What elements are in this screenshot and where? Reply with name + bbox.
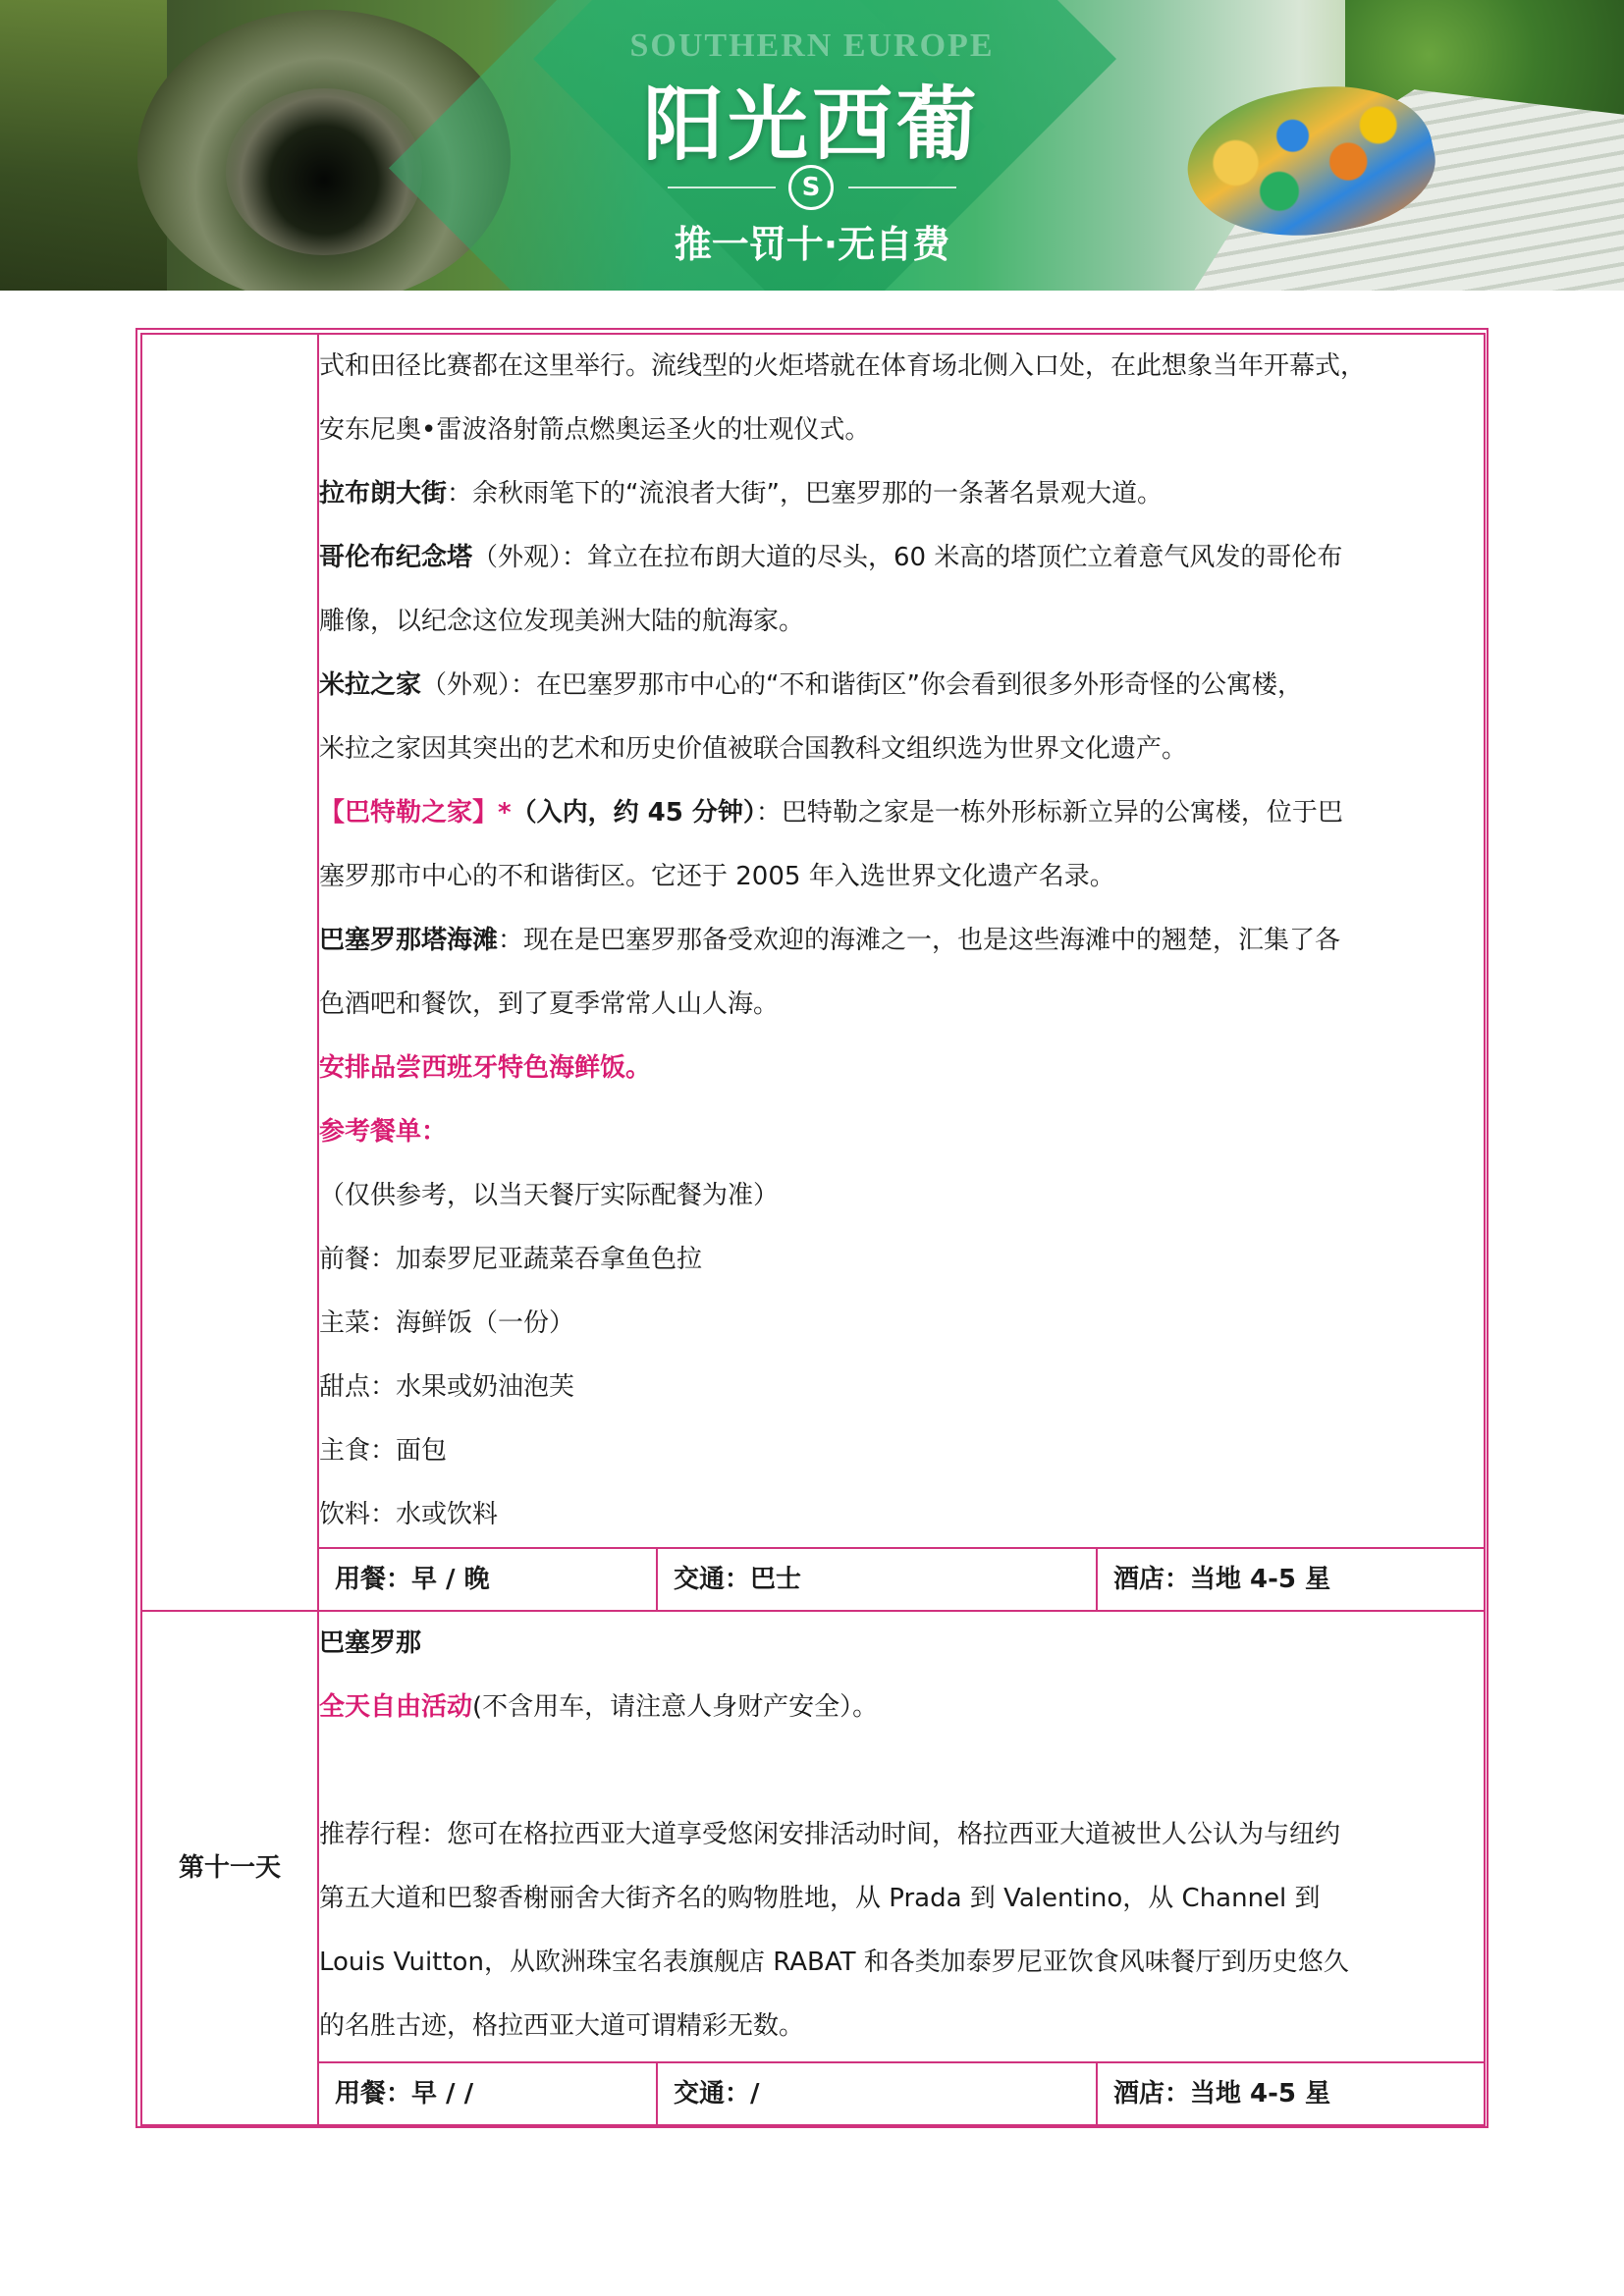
menu-item-drink: 饮料：水或饮料 [319,1500,499,1529]
batllo-text-2: 塞罗那市中心的不和谐街区。它还于 2005 年入选世界文化遗产名录。 [319,862,1115,891]
banner-title: 阳光西葡 [642,78,981,172]
day11-content [318,1611,1485,2062]
banner-slogan: 推一罚十·无自费 [674,223,950,266]
free-activity-text: (不含用车，请注意人身财产安全）。 [472,1692,879,1722]
columbus-title: 哥伦布纪念塔 [319,543,473,572]
menu-item-staple: 主食：面包 [319,1436,448,1466]
rambla-title: 拉布朗大街 [319,479,448,508]
mila-paragraph [319,654,1484,718]
free-activity-title: 全天自由活动 [319,1692,473,1722]
paella-highlight: 安排品尝西班牙特色海鲜饭。 [319,1053,652,1083]
beach-text-2: 色酒吧和餐饮，到了夏季常常人山人海。 [319,989,780,1019]
recommend-line-3: Louis Vuitton，从欧洲珠宝名表旗舰店 RABAT 和各类加泰罗尼亚饮食风味餐厅到历史悠久 [319,1948,1349,1977]
day11-label-cell [141,1611,318,2125]
rambla-text: ：余秋雨笔下的“流浪者大街”，巴塞罗那的一条著名景观大道。 [447,479,1163,508]
beach-paragraph [319,909,1484,973]
day11-content-row [141,1611,1485,2062]
brand-logo-icon: S [788,165,834,210]
rambla-paragraph [319,462,1484,526]
batllo-title: 【巴特勒之家】* [319,798,512,828]
batllo-paragraph [319,781,1484,845]
free-activity-paragraph [319,1676,1484,1739]
columbus-text: （外观）：耸立在拉布朗大道的尽头，60 米高的塔顶伫立着意气风发的哥伦布 [472,543,1343,572]
beach-title: 巴塞罗那塔海滩 [319,926,499,955]
menu-item-starter: 前餐：加泰罗尼亚蔬菜吞拿鱼色拉 [319,1245,703,1274]
day11-label: 第十一天 [178,1852,281,1883]
itinerary-table [140,333,1486,2126]
banner-divider-left [668,187,776,188]
mila-text: （外观）：在巴塞罗那市中心的“不和谐街区”你会看到很多外形奇怪的公寓楼， [421,670,1303,700]
columbus-paragraph [319,526,1484,590]
day10-meals: 用餐：早 / 晚 [318,1548,657,1611]
spacer [319,1739,1484,1803]
day10-hotel: 酒店：当地 4-5 星 [1097,1548,1485,1611]
batllo-duration: （入内，约 45 分钟） [511,798,756,828]
day10-info-row [141,1548,1485,1611]
day10-transport: 交通：巴士 [657,1548,1097,1611]
columbus-text-2: 雕像，以纪念这位发现美洲大陆的航海家。 [319,607,805,636]
banner-divider-right [848,187,956,188]
mila-title: 米拉之家 [319,670,422,700]
mila-text-2: 米拉之家因其突出的艺术和历史价值被联合国教科文组织选为世界文化遗产。 [319,734,1188,764]
recommend-line-4: 的名胜古迹，格拉西亚大道可谓精彩无数。 [319,2011,805,2041]
banner-subtitle: SOUTHERN EUROPE [629,27,995,64]
day11-transport: 交通：/ [657,2062,1097,2125]
menu-note: （仅供参考，以当天餐厅实际配餐为准） [319,1181,780,1210]
day11-meals: 用餐：早 / / [318,2062,657,2125]
day11-hotel: 酒店：当地 4-5 星 [1097,2062,1485,2125]
menu-item-dessert: 甜点：水果或奶油泡芙 [319,1372,575,1402]
batllo-text: ：巴特勒之家是一栋外形标新立异的公寓楼，位于巴 [755,798,1343,828]
day10-content-row [141,334,1485,1548]
stadium-text: 式和田径比赛都在这里举行。流线型的火炬塔就在体育场北侧入口处，在此想象当年开幕式， [319,351,1367,381]
menu-item-main: 主菜：海鲜饭（一份） [319,1308,575,1338]
stadium-text-2: 安东尼奥•雷波洛射箭点燃奥运圣火的壮观仪式。 [319,415,871,445]
menu-title: 参考餐单： [319,1117,448,1147]
header-banner [0,0,1624,291]
day10-label-cell [141,334,318,1611]
recommend-line-2: 第五大道和巴黎香榭丽舍大街齐名的购物胜地，从 Prada 到 Valentino，从 Channel 到 [319,1884,1321,1913]
day11-info-row [141,2062,1485,2125]
day10-content [318,334,1485,1548]
day11-city: 巴塞罗那 [319,1629,422,1658]
beach-text: ：现在是巴塞罗那备受欢迎的海滩之一，也是这些海滩中的翘楚，汇集了各 [498,926,1341,955]
recommend-line-1: 推荐行程：您可在格拉西亚大道享受悠闲安排活动时间，格拉西亚大道被世人公认为与纽约 [319,1820,1341,1849]
